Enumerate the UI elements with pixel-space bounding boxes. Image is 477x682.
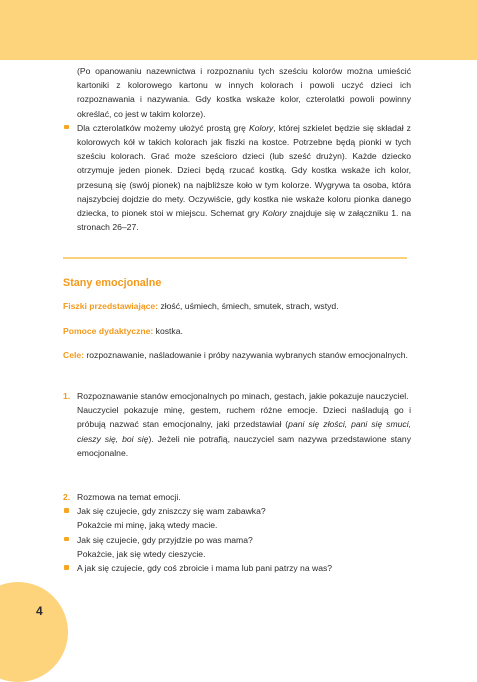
page-number-circle	[0, 582, 68, 682]
pomoce-line: Pomoce dydaktyczne: kostka.	[63, 326, 183, 336]
item-title: Rozmowa na temat emocji.	[77, 492, 181, 502]
header-band	[0, 0, 477, 60]
section-divider	[63, 257, 407, 259]
bullet-icon	[64, 565, 69, 570]
question-item: Jak się czujecie, gdy przyjdzie po was mama? Pokażcie, jak się wtedy cieszycie.	[63, 533, 411, 561]
item-title: Rozpoznawanie stanów emocjonalnych po minach, gestach, jakie pokazuje nauczyciel.	[77, 391, 409, 401]
item-number: 1.	[63, 391, 71, 401]
section-title: Stany emocjonalne	[63, 277, 162, 289]
intro-bullet-text: , której szkielet będzie się składał z kolorowych kół w takich kolorach jak fiszki na kostce. Potrzebne będą pionki w tych sześciu kolorach. Grać może sześcioro dzieci (lub sześć drużyn). Każde dziecko otrzymuje jeden pionek. Dzieci będą rzucać kostką. Gdy kostka wskaże ich kolor, przesuną się (swój pionek) na najbliższe koło w tym kolorze. Wygrywa ta osoba, która najszybciej dojdzie do mety. Oczywiście, gdy kostka nie wskaże koloru pionka danego dziecka, to pionek stoi w miejscu. Schemat gry	[77, 122, 411, 219]
question-item: Jak się czujecie, gdy zniszczy się wam zabawka? Pokażcie mi minę, jaką wtedy macie.	[63, 504, 411, 532]
bullet-icon	[64, 537, 69, 542]
intro-bullet: Dla czterolatków możemy ułożyć prostą grę Kolory, której szkielet będzie się składał z kolorowych kół w takich kolorach jak fiszki na kostce. Potrzebne będą pionki w tych sześciu kolorach. Grać może sześcioro dzieci (lub sześć drużyn). Każde dziecko otrzymuje jeden pionek. Dzieci będą rzucać kostką. Gdy kostka wskaże ich kolor, przesuną się (swój pionek) na najbliższe koło w tym kolorze. Wygrywa ta osoba, która najszybciej dojdzie do mety. Oczywiście, gdy kostka nie wskaże koloru pionka danego dziecka, to pionek stoi w miejscu. Schemat gry Kolory znajduje się w załączniku 1. na stronach 26–27.	[63, 121, 411, 235]
list-item-1	[63, 389, 411, 460]
intro-block	[63, 64, 411, 234]
fiszki-line: Fiszki przedstawiające: złość, uśmiech, śmiech, smutek, strach, wstyd.	[63, 301, 339, 311]
bullet-icon	[64, 508, 69, 513]
item-body: Nauczyciel pokazuje minę, gestem, ruchem różne emocje. Dzieci naśladują go i próbują nazwać stan emocjonalny, jaki przedstawiał (pani się złości, pani się smuci, cieszy się, boi się). Jeżeli nie potrafią, nauczyciel sam nazywa przedstawione stany emocjonalne.	[77, 405, 412, 458]
question-item: A jak się czujecie, gdy coś zbroicie i mama lub pani patrzy na was?	[63, 561, 411, 575]
page-number: 4	[36, 604, 43, 618]
cele-line: Cele: rozpoznawanie, naśladowanie i próby nazywania wybranych stanów emocjonalnych.	[63, 350, 408, 360]
item-number: 2.	[63, 492, 71, 502]
list-item-2	[63, 490, 411, 575]
bullet-icon	[64, 125, 69, 130]
intro-paragraph: (Po opanowaniu nazewnictwa i rozpoznaniu tych sześciu kolorów można umieścić kartoniki z kolorowego kartonu w innych kolorach i powoli uczyć dzieci ich rozpoznawania i nazywania. Gdy kostka wskaże kolor, czterolatki powoli powinny określać, co jest w takim kolorze).	[77, 66, 411, 119]
